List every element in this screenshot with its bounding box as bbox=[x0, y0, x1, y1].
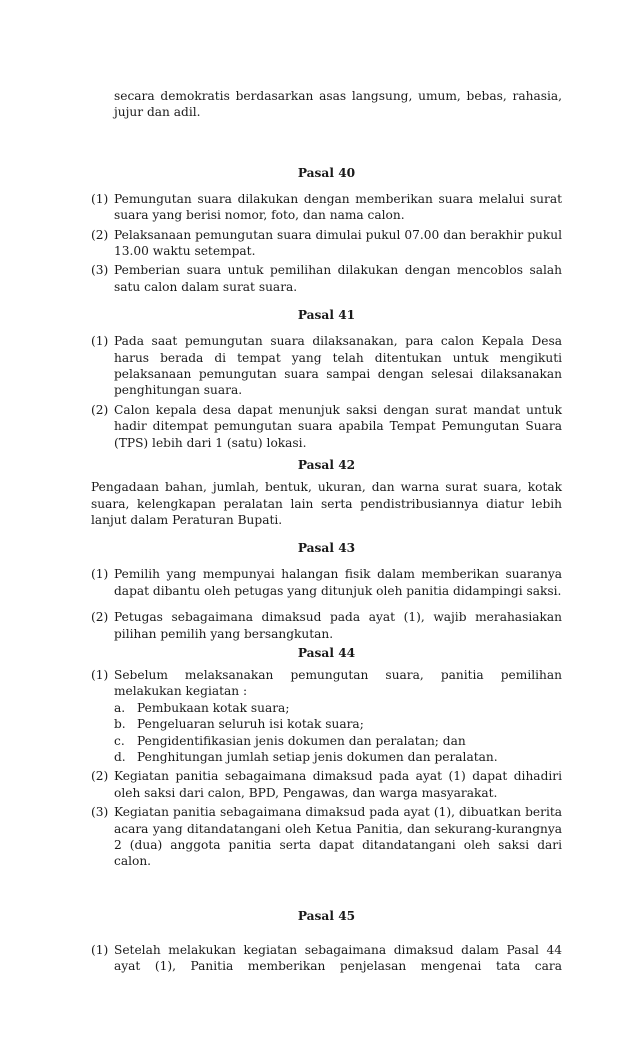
sub-item-text: Penghitungan jumlah setiap jenis dokumen dan peralatan. bbox=[137, 749, 498, 764]
item-number: (1) bbox=[91, 191, 109, 206]
pasal-40-heading: Pasal 40 bbox=[297, 165, 356, 180]
sub-item-a bbox=[114, 700, 562, 716]
item-text: Pemilih yang mempunyai halangan fisik dalam memberikan suaranya dapat dibantu oleh petugas yang ditunjuk oleh panitia didampingi saksi. bbox=[114, 567, 562, 598]
sub-item-text: Pengidentifikasian jenis dokumen dan peralatan; dan bbox=[137, 733, 466, 748]
item-text: Calon kepala desa dapat menunjuk saksi dengan surat mandat untuk hadir ditempat pemungutan suara apabila Tempat Pemungutan Suara (TPS) lebih dari 1 (satu) lokasi. bbox=[114, 402, 562, 450]
item-text: Pemberian suara untuk pemilihan dilakukan dengan mencoblos salah satu calon dalam surat suara. bbox=[114, 263, 562, 294]
item-number: (1) bbox=[91, 334, 109, 349]
sub-item-letter: a. bbox=[114, 700, 126, 715]
pasal-44-item-1 bbox=[91, 667, 562, 765]
sub-item-b bbox=[114, 716, 562, 732]
pasal-40-item-2 bbox=[91, 227, 562, 260]
item-text: Kegiatan panitia sebagaimana dimaksud pada ayat (1) dapat dihadiri oleh saksi dari calon, BPD, Pengawas, dan warga masyarakat. bbox=[114, 769, 562, 800]
item-number: (2) bbox=[91, 769, 109, 784]
pasal-40-item-1 bbox=[91, 191, 562, 224]
item-number: (2) bbox=[91, 402, 109, 417]
pasal-41-item-2 bbox=[91, 402, 562, 451]
pasal-45-heading: Pasal 45 bbox=[297, 908, 356, 923]
pasal-41-heading: Pasal 41 bbox=[297, 308, 356, 323]
pasal-42-paragraph: Pengadaan bahan, jumlah, bentuk, ukuran, dan warna surat suara, kotak suara, kelengkapan peralatan lain serta pendistribusiannya diatur lebih lanjut dalam Peraturan Bupati. bbox=[91, 480, 562, 527]
item-number: (2) bbox=[91, 610, 109, 625]
item-text: Pada saat pemungutan suara dilaksanakan, para calon Kepala Desa harus berada di tempat yang telah ditentukan untuk mengikuti pelaksanaan pemungutan suara sampai dengan selesai dilaksanakan penghitungan suara. bbox=[114, 334, 562, 398]
intro-paragraph: secara demokratis berdasarkan asas langsung, umum, bebas, rahasia, jujur dan adil. bbox=[114, 89, 562, 120]
pasal-43-item-1 bbox=[91, 566, 562, 599]
item-text: Pemungutan suara dilakukan dengan memberikan suara melalui surat suara yang berisi nomor, foto, dan nama calon. bbox=[114, 191, 562, 223]
pasal-44-item-2 bbox=[91, 768, 562, 801]
item-number: (1) bbox=[91, 567, 109, 582]
pasal-44-item-3 bbox=[91, 804, 562, 870]
sub-item-text: Pembukaan kotak suara; bbox=[137, 700, 290, 715]
item-number: (3) bbox=[91, 263, 109, 278]
sub-item-c bbox=[114, 733, 562, 749]
item-number: (2) bbox=[91, 227, 109, 242]
item-text-line: Setelah melakukan kegiatan sebagaimana dimaksud dalam Pasal 44 bbox=[114, 942, 562, 957]
pasal-40-item-3 bbox=[91, 262, 562, 295]
item-text-line: ayat (1), Panitia memberikan penjelasan mengenai tata cara bbox=[114, 959, 562, 974]
sub-item-letter: d. bbox=[114, 749, 126, 764]
pasal-42-heading: Pasal 42 bbox=[297, 458, 356, 473]
document-page bbox=[91, 88, 562, 975]
item-number: (1) bbox=[91, 942, 109, 957]
pasal-43-item-2 bbox=[91, 609, 562, 642]
item-text-line: Sebelum melaksanakan pemungutan suara, panitia pemilihan bbox=[114, 667, 562, 682]
pasal-41-item-1 bbox=[91, 333, 562, 399]
sub-item-letter: b. bbox=[114, 717, 126, 732]
item-text-line: melakukan kegiatan : bbox=[114, 684, 248, 699]
pasal-45-item-1 bbox=[91, 942, 562, 975]
item-number: (1) bbox=[91, 667, 109, 682]
pasal-44-heading: Pasal 44 bbox=[297, 645, 356, 660]
sub-item-d bbox=[114, 749, 562, 765]
item-text: Pelaksanaan pemungutan suara dimulai pukul 07.00 dan berakhir pukul 13.00 waktu setempat. bbox=[114, 227, 562, 259]
item-text: Petugas sebagaimana dimaksud pada ayat (1), wajib merahasiakan pilihan pemilih yang bersangkutan. bbox=[114, 610, 562, 641]
sub-item-text: Pengeluaran seluruh isi kotak suara; bbox=[137, 717, 364, 732]
sub-item-letter: c. bbox=[114, 733, 125, 748]
pasal-43-heading: Pasal 43 bbox=[297, 541, 356, 556]
item-text: Kegiatan panitia sebagaimana dimaksud pada ayat (1), dibuatkan berita acara yang ditandatangani oleh Ketua Panitia, dan sekurang-kurangnya 2 (dua) anggota panitia serta dapat ditandatangani oleh saksi dari calon. bbox=[114, 805, 562, 869]
item-number: (3) bbox=[91, 805, 109, 820]
